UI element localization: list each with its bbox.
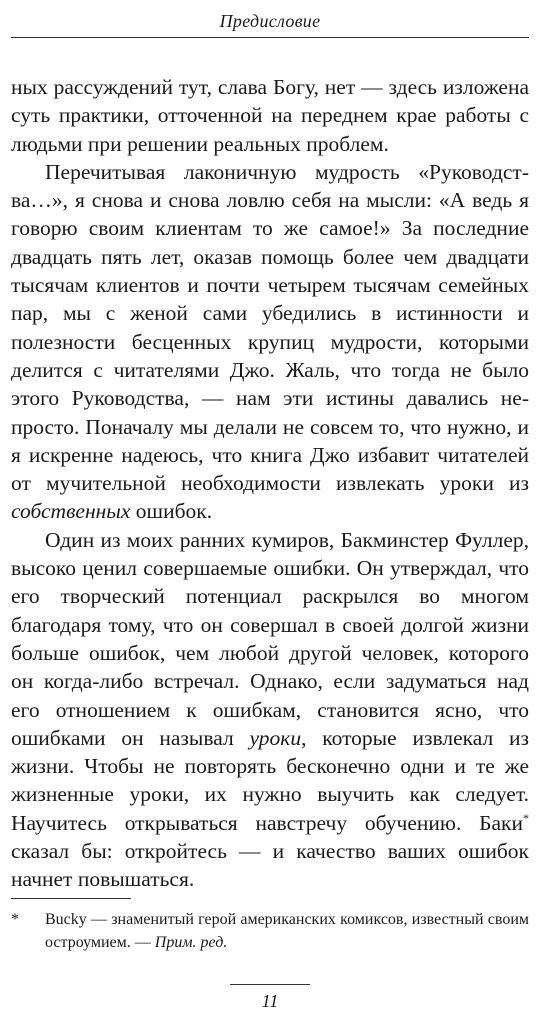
paragraph-1 (11, 73, 529, 158)
footnote-reference: * (523, 810, 529, 825)
paragraph-3-italic: уроки (249, 725, 302, 750)
body-text (11, 73, 529, 894)
footnote-rule (11, 898, 131, 899)
footnote-italic: Прим. ред. (154, 934, 228, 951)
paragraph-1-text: ных рассуждений тут, слава Богу, нет — здесь изложена суть практики, отточенной на переднем крае работы с людьми при решении реальных проблем. (11, 75, 529, 156)
paragraph-3 (11, 526, 529, 894)
paragraph-2-text-b: ошибок. (130, 499, 213, 524)
paragraph-3-text-a: Один из моих ранних кумиров, Бакминстер Фуллер, высоко ценил совершаемые ошибки. Он утверждал, что его творческий потенциал раскрылся во многом благодаря тому, что он совершал в своей долгой жизни больше ошибок, чем любой другой человек, которого он когда-либо встречал. Однако, если задуматься над его отношением к ошибкам, становится ясно, что ошибками он называл (11, 527, 529, 750)
footnote-text: Bucky — знаменитый герой американских комиксов, известный своим остроумием. — (45, 911, 529, 951)
footnote-body (45, 908, 529, 954)
paragraph-2-italic: собственных (11, 499, 131, 524)
footnote (11, 908, 529, 954)
footnote-marker: * (11, 911, 19, 928)
header-rule (11, 37, 529, 38)
page-number: 11 (261, 991, 279, 1011)
paragraph-3-text-c: сказал бы: откройтесь — и качество ваших ошибок начнет повышаться. (11, 839, 529, 892)
running-head: Предисловие (219, 11, 321, 31)
paragraph-3-text-b: , которые извлекал из жизни. Чтобы не повторять бесконечно одни и те же жизненные уроки, их нужно выучить как следует. Научитесь открываться навстречу обучению. Баки (11, 725, 529, 835)
paragraph-2-text-a: Перечитывая лаконичную мудрость «Руководства…», я снова и снова ловлю себя на мысли: «А ведь я говорю своим клиентам то же самое!» За последние двадцать пять лет, оказав помощь более чем двадцати тысячам клиентов и почти четырем тысячам семейных пар, мы с женой сами убедились в истинности и полезности бесценных крупиц мудрости, которыми делится с читателями Джо. Жаль, что тогда не было этого Руководства, — нам эти истины давались непросто. Поначалу мы делали не совсем то, что нужно, и я искренне надеюсь, что книга Джо избавит читателей от мучительной необходимости извлекать уроки из (11, 159, 529, 496)
paragraph-2 (11, 158, 529, 526)
footer-rule (230, 984, 310, 985)
